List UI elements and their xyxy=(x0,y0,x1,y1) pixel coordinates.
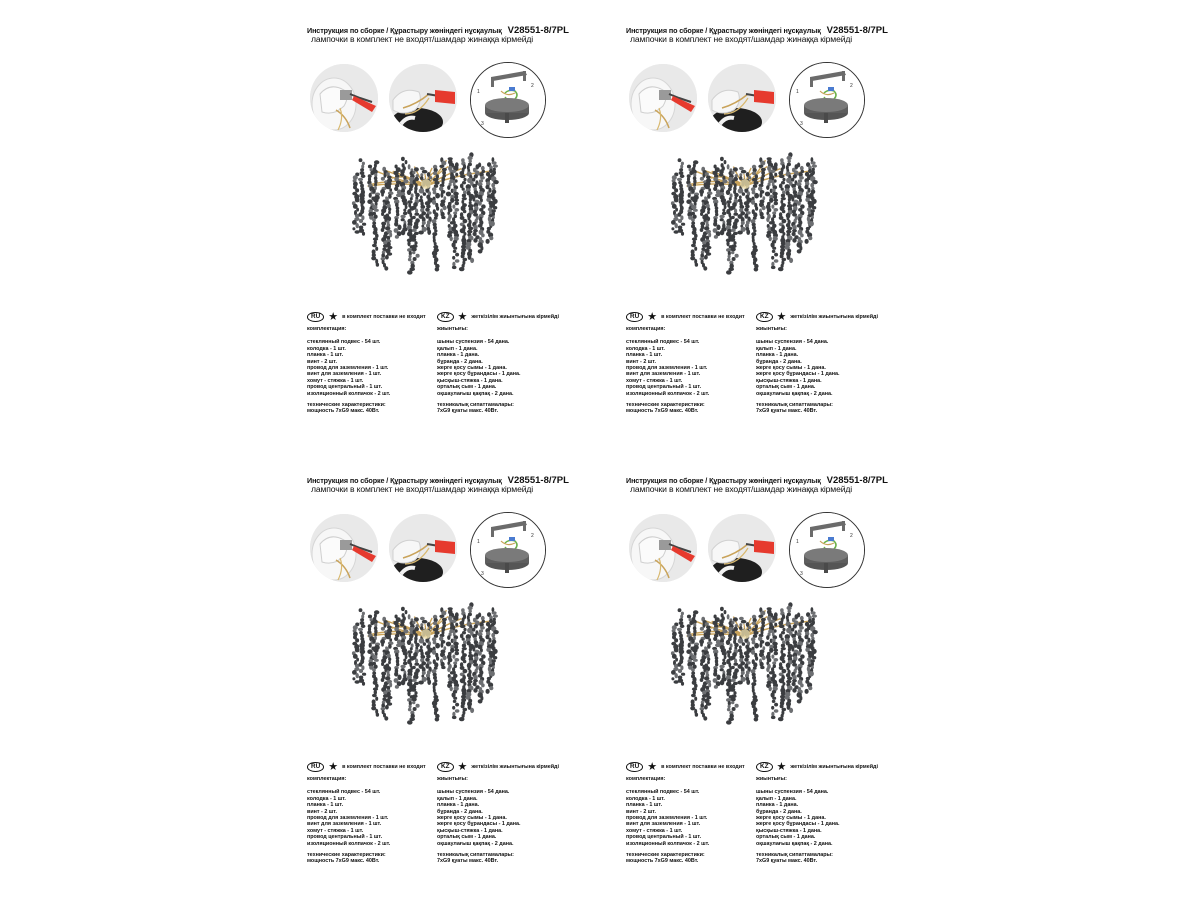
ru-badge: RU xyxy=(307,312,324,322)
bracket-canopy-diagram xyxy=(471,513,545,587)
title-text: Инструкция по сборке / Құрастыру жөніндегі нұсқаулық xyxy=(307,476,502,485)
kz-contents xyxy=(756,326,882,415)
instruction-card xyxy=(602,450,902,890)
mounting-diagram xyxy=(470,512,546,588)
ru-item: винт для заземления - 1 шт. xyxy=(626,821,701,828)
kz-spec: 7хG9 қуаты макс. 40Вт. xyxy=(756,408,818,415)
ru-spec-heading: технические характеристики: xyxy=(307,852,386,859)
kz-item: шыны суспензия - 54 дана. xyxy=(756,339,829,346)
chandelier-image xyxy=(670,598,820,743)
svg-text:2: 2 xyxy=(850,533,853,539)
ru-contents xyxy=(626,326,752,415)
svg-text:3: 3 xyxy=(481,571,484,577)
kz-item: жерге қосу бұрандасы - 1 дана. xyxy=(756,371,840,378)
bracket-canopy-diagram xyxy=(471,63,545,137)
ru-item: винт для заземления - 1 шт. xyxy=(307,821,382,828)
instruction-sheet xyxy=(283,0,915,900)
kz-item: шыны суспензия - 54 дана. xyxy=(437,339,510,346)
star-icon: ★ xyxy=(457,760,468,773)
kz-item: жерге қосу бұрандасы - 1 дана. xyxy=(437,371,521,378)
ru-item: провод центральный - 1 шт. xyxy=(626,384,702,391)
model-number: V28551-8/7PL xyxy=(826,475,888,486)
kz-item: оқшаулағыш қақпақ - 2 дана. xyxy=(756,840,833,847)
kz-note: жеткізілім жиынтығына кірмейді xyxy=(790,314,878,320)
ru-item: планка - 1 шт. xyxy=(626,352,663,359)
kz-item: жерге қосу бұрандасы - 1 дана. xyxy=(437,821,521,828)
ru-item: колодка - 1 шт. xyxy=(307,795,346,802)
chandelier-illustration xyxy=(351,598,501,738)
step-photo-connection xyxy=(389,514,457,582)
screwdriver-wiring-illustration xyxy=(310,64,378,132)
ru-item: провод для заземления - 1 шт. xyxy=(626,365,708,372)
kz-item: қысқыш-стяжка - 1 дана. xyxy=(437,377,503,384)
kz-item: қалып - 1 дана. xyxy=(437,795,478,802)
star-icon: ★ xyxy=(328,310,339,323)
ru-item: провод для заземления - 1 шт. xyxy=(307,365,389,372)
mounting-diagram xyxy=(789,62,865,138)
kz-item: орталық сым - 1 дана. xyxy=(756,834,816,841)
ru-spec-heading: технические характеристики: xyxy=(626,402,705,409)
kz-item: қысқыш-стяжка - 1 дана. xyxy=(437,827,503,834)
ru-contents xyxy=(626,776,752,865)
screwdriver-connection-illustration xyxy=(389,514,457,582)
chandelier-image xyxy=(351,598,501,743)
kz-contents xyxy=(437,326,563,415)
kz-spec: 7хG9 қуаты макс. 40Вт. xyxy=(437,408,499,415)
svg-text:2: 2 xyxy=(531,83,534,89)
ru-note-row xyxy=(307,762,426,772)
ru-spec-heading: технические характеристики: xyxy=(307,402,386,409)
ru-item: стеклянный подвес - 54 шт. xyxy=(307,339,381,346)
ru-spec: мощность 7хG9 макс. 40Вт. xyxy=(307,408,380,415)
star-icon: ★ xyxy=(776,760,787,773)
ru-item: колодка - 1 шт. xyxy=(626,345,665,352)
kz-item: орталық сым - 1 дана. xyxy=(756,384,816,391)
screwdriver-wiring-illustration xyxy=(629,64,697,132)
kz-item: қысқыш-стяжка - 1 дана. xyxy=(756,827,822,834)
instruction-card xyxy=(283,450,583,890)
star-icon: ★ xyxy=(647,760,658,773)
chandelier-image xyxy=(351,148,501,293)
kz-item: оқшаулағыш қақпақ - 2 дана. xyxy=(437,840,514,847)
ru-item: хомут - стяжка - 1 шт. xyxy=(307,827,364,834)
ru-badge: RU xyxy=(307,762,324,772)
step-photo-connection xyxy=(708,514,776,582)
kz-spec-heading: техникалық сипаттамалары: xyxy=(756,852,833,859)
star-icon: ★ xyxy=(328,760,339,773)
ru-item: провод центральный - 1 шт. xyxy=(307,384,383,391)
kz-item: қысқыш-стяжка - 1 дана. xyxy=(756,377,822,384)
ru-item: провод для заземления - 1 шт. xyxy=(626,815,708,822)
step-photo-wiring xyxy=(310,514,378,582)
step-photo-wiring xyxy=(629,514,697,582)
chandelier-image xyxy=(670,148,820,293)
kz-note: жеткізілім жиынтығына кірмейді xyxy=(471,314,559,320)
kz-item: планка - 1 дана. xyxy=(756,802,799,809)
ru-item: колодка - 1 шт. xyxy=(307,345,346,352)
screwdriver-wiring-illustration xyxy=(310,514,378,582)
ru-badge: RU xyxy=(626,312,643,322)
kz-spec: 7хG9 қуаты макс. 40Вт. xyxy=(756,858,818,865)
bulbs-note: лампочки в комплект не входят/шамдар жинаққа кірмейді xyxy=(311,484,533,494)
ru-note: в комплект поставки не входит xyxy=(661,314,745,320)
ru-note-row xyxy=(626,312,745,322)
kz-item: шыны суспензия - 54 дана. xyxy=(756,789,829,796)
svg-text:3: 3 xyxy=(481,121,484,127)
kz-item: шыны суспензия - 54 дана. xyxy=(437,789,510,796)
title-text: Инструкция по сборке / Құрастыру жөніндегі нұсқаулық xyxy=(626,476,821,485)
kz-note-row xyxy=(756,312,878,322)
ru-item: винт - 2 шт. xyxy=(626,808,656,815)
ru-item: стеклянный подвес - 54 шт. xyxy=(626,789,700,796)
kz-item: жерге қосу сымы - 1 дана. xyxy=(437,365,507,372)
ru-note-row xyxy=(307,312,426,322)
chandelier-illustration xyxy=(670,148,820,288)
kz-badge: KZ xyxy=(437,762,454,772)
screwdriver-wiring-illustration xyxy=(629,514,697,582)
step-photo-connection xyxy=(389,64,457,132)
ru-spec-heading: технические характеристики: xyxy=(626,852,705,859)
bracket-canopy-diagram xyxy=(790,513,864,587)
kz-contents xyxy=(437,776,563,865)
title-text: Инструкция по сборке / Құрастыру жөніндегі нұсқаулық xyxy=(307,26,502,35)
kz-item: бұранда - 2 дана. xyxy=(437,358,483,365)
ru-item: планка - 1 шт. xyxy=(307,802,344,809)
kz-note-row xyxy=(437,312,559,322)
svg-text:2: 2 xyxy=(850,83,853,89)
bulbs-note: лампочки в комплект не входят/шамдар жинаққа кірмейді xyxy=(311,34,533,44)
kz-item: планка - 1 дана. xyxy=(437,802,480,809)
kz-item: оқшаулағыш қақпақ - 2 дана. xyxy=(437,390,514,397)
kz-item: жерге қосу сымы - 1 дана. xyxy=(756,365,826,372)
kz-contents-heading: жиынтығы: xyxy=(437,326,468,332)
ru-item: винт для заземления - 1 шт. xyxy=(307,371,382,378)
ru-item: хомут - стяжка - 1 шт. xyxy=(626,377,683,384)
instruction-card xyxy=(283,0,583,440)
bulbs-note: лампочки в комплект не входят/шамдар жинаққа кірмейді xyxy=(630,34,852,44)
ru-contents-heading: комплектация: xyxy=(626,776,666,782)
bracket-canopy-diagram xyxy=(790,63,864,137)
star-icon: ★ xyxy=(776,310,787,323)
ru-note: в комплект поставки не входит xyxy=(342,314,426,320)
step-photo-connection xyxy=(708,64,776,132)
chandelier-illustration xyxy=(351,148,501,288)
ru-item: винт - 2 шт. xyxy=(307,358,337,365)
ru-item: провод центральный - 1 шт. xyxy=(626,834,702,841)
kz-spec: 7хG9 қуаты макс. 40Вт. xyxy=(437,858,499,865)
ru-contents xyxy=(307,776,433,865)
ru-spec: мощность 7хG9 макс. 40Вт. xyxy=(307,858,380,865)
ru-spec: мощность 7хG9 макс. 40Вт. xyxy=(626,408,699,415)
kz-item: оқшаулағыш қақпақ - 2 дана. xyxy=(756,390,833,397)
kz-badge: KZ xyxy=(437,312,454,322)
ru-item: винт - 2 шт. xyxy=(307,808,337,815)
ru-contents-heading: комплектация: xyxy=(307,326,347,332)
kz-note-row xyxy=(437,762,559,772)
ru-contents xyxy=(307,326,433,415)
kz-item: планка - 1 дана. xyxy=(437,352,480,359)
ru-item: колодка - 1 шт. xyxy=(626,795,665,802)
svg-text:1: 1 xyxy=(796,89,799,95)
ru-badge: RU xyxy=(626,762,643,772)
step-photo-wiring xyxy=(629,64,697,132)
kz-contents-heading: жиынтығы: xyxy=(756,326,787,332)
kz-item: орталық сым - 1 дана. xyxy=(437,834,497,841)
ru-spec: мощность 7хG9 макс. 40Вт. xyxy=(626,858,699,865)
svg-text:1: 1 xyxy=(796,539,799,545)
svg-text:3: 3 xyxy=(800,571,803,577)
ru-item: изоляционный колпачок - 2 шт. xyxy=(307,390,391,397)
title-text: Инструкция по сборке / Құрастыру жөніндегі нұсқаулық xyxy=(626,26,821,35)
mounting-diagram xyxy=(470,62,546,138)
ru-item: изоляционный колпачок - 2 шт. xyxy=(307,840,391,847)
kz-note: жеткізілім жиынтығына кірмейді xyxy=(471,764,559,770)
kz-item: орталық сым - 1 дана. xyxy=(437,384,497,391)
screwdriver-connection-illustration xyxy=(708,64,776,132)
ru-item: стеклянный подвес - 54 шт. xyxy=(307,789,381,796)
ru-note: в комплект поставки не входит xyxy=(342,764,426,770)
step-photo-wiring xyxy=(310,64,378,132)
kz-note: жеткізілім жиынтығына кірмейді xyxy=(790,764,878,770)
ru-item: изоляционный колпачок - 2 шт. xyxy=(626,840,710,847)
kz-contents-heading: жиынтығы: xyxy=(437,776,468,782)
ru-item: планка - 1 шт. xyxy=(307,352,344,359)
kz-spec-heading: техникалық сипаттамалары: xyxy=(437,402,514,409)
kz-spec-heading: техникалық сипаттамалары: xyxy=(756,402,833,409)
ru-contents-heading: комплектация: xyxy=(626,326,666,332)
kz-item: бұранда - 2 дана. xyxy=(437,808,483,815)
screwdriver-connection-illustration xyxy=(389,64,457,132)
kz-spec-heading: техникалық сипаттамалары: xyxy=(437,852,514,859)
ru-item: изоляционный колпачок - 2 шт. xyxy=(626,390,710,397)
kz-badge: KZ xyxy=(756,312,773,322)
svg-text:1: 1 xyxy=(477,89,480,95)
ru-item: стеклянный подвес - 54 шт. xyxy=(626,339,700,346)
chandelier-illustration xyxy=(670,598,820,738)
ru-contents-heading: комплектация: xyxy=(307,776,347,782)
ru-item: винт - 2 шт. xyxy=(626,358,656,365)
mounting-diagram xyxy=(789,512,865,588)
kz-item: қалып - 1 дана. xyxy=(437,345,478,352)
ru-item: винт для заземления - 1 шт. xyxy=(626,371,701,378)
instruction-card xyxy=(602,0,902,440)
model-number: V28551-8/7PL xyxy=(826,25,888,36)
svg-text:2: 2 xyxy=(531,533,534,539)
ru-note-row xyxy=(626,762,745,772)
kz-item: жерге қосу бұрандасы - 1 дана. xyxy=(756,821,840,828)
kz-contents xyxy=(756,776,882,865)
kz-item: қалып - 1 дана. xyxy=(756,345,797,352)
ru-item: хомут - стяжка - 1 шт. xyxy=(307,377,364,384)
ru-item: провод для заземления - 1 шт. xyxy=(307,815,389,822)
kz-item: қалып - 1 дана. xyxy=(756,795,797,802)
ru-note: в комплект поставки не входит xyxy=(661,764,745,770)
ru-item: провод центральный - 1 шт. xyxy=(307,834,383,841)
svg-text:1: 1 xyxy=(477,539,480,545)
kz-item: жерге қосу сымы - 1 дана. xyxy=(437,815,507,822)
star-icon: ★ xyxy=(457,310,468,323)
kz-contents-heading: жиынтығы: xyxy=(756,776,787,782)
kz-item: жерге қосу сымы - 1 дана. xyxy=(756,815,826,822)
bulbs-note: лампочки в комплект не входят/шамдар жинаққа кірмейді xyxy=(630,484,852,494)
model-number: V28551-8/7PL xyxy=(507,25,569,36)
ru-item: планка - 1 шт. xyxy=(626,802,663,809)
kz-item: планка - 1 дана. xyxy=(756,352,799,359)
star-icon: ★ xyxy=(647,310,658,323)
screwdriver-connection-illustration xyxy=(708,514,776,582)
kz-item: бұранда - 2 дана. xyxy=(756,808,802,815)
kz-item: бұранда - 2 дана. xyxy=(756,358,802,365)
ru-item: хомут - стяжка - 1 шт. xyxy=(626,827,683,834)
kz-badge: KZ xyxy=(756,762,773,772)
svg-text:3: 3 xyxy=(800,121,803,127)
kz-note-row xyxy=(756,762,878,772)
model-number: V28551-8/7PL xyxy=(507,475,569,486)
